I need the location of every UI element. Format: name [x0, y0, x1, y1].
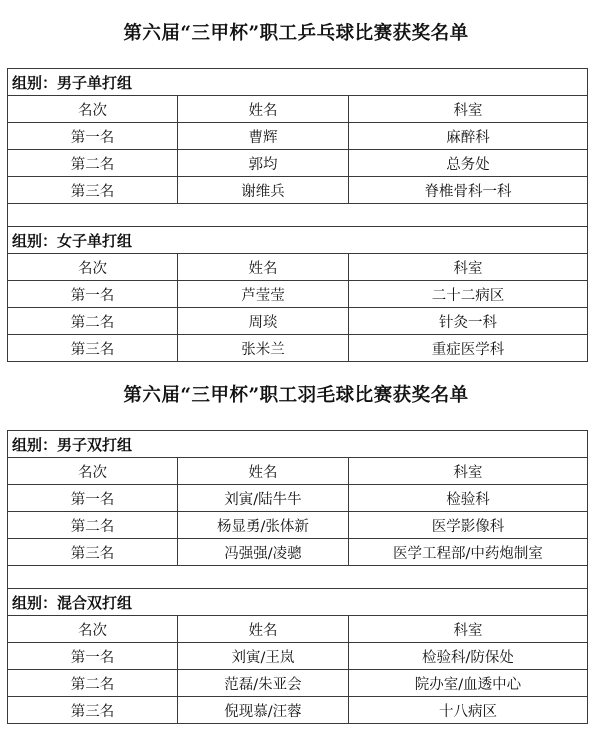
table-row [8, 281, 588, 308]
header-name: 姓名 [178, 616, 349, 643]
group-row-mixed-doubles [8, 589, 588, 616]
header-name: 姓名 [178, 458, 349, 485]
rank-cell: 第三名 [8, 177, 178, 204]
name-cell: 刘寅/陆牛牛 [178, 485, 349, 512]
name-cell: 周琰 [178, 308, 349, 335]
group-row-men-doubles [8, 431, 588, 458]
rank-cell: 第一名 [8, 281, 178, 308]
group-label: 组别：男子单打组 [8, 69, 588, 96]
header-name: 姓名 [178, 96, 349, 123]
group-row-women-singles [8, 227, 588, 254]
group-row-men-singles [8, 69, 588, 96]
badminton-title: 第六届“三甲杯”职工羽毛球比赛获奖名单 [123, 385, 469, 406]
name-cell: 刘寅/王岚 [178, 643, 349, 670]
dept-cell: 院办室/血透中心 [349, 670, 588, 697]
dept-cell: 检验科 [349, 485, 588, 512]
header-rank: 名次 [8, 458, 178, 485]
spacer-row [8, 566, 588, 589]
header-dept: 科室 [349, 254, 588, 281]
dept-cell: 脊椎骨科一科 [349, 177, 588, 204]
header-row [8, 254, 588, 281]
name-cell: 冯强强/凌骢 [178, 539, 349, 566]
name-cell: 芦莹莹 [178, 281, 349, 308]
rank-cell: 第二名 [8, 670, 178, 697]
header-dept: 科室 [349, 616, 588, 643]
table-row [8, 643, 588, 670]
spacer-cell [8, 566, 588, 589]
header-row [8, 616, 588, 643]
name-cell: 曹辉 [178, 123, 349, 150]
header-rank: 名次 [8, 96, 178, 123]
header-row [8, 96, 588, 123]
table-row [8, 308, 588, 335]
name-cell: 谢维兵 [178, 177, 349, 204]
group-label: 组别：女子单打组 [8, 227, 588, 254]
rank-cell: 第二名 [8, 308, 178, 335]
dept-cell: 十八病区 [349, 697, 588, 724]
dept-cell: 医学影像科 [349, 512, 588, 539]
name-cell: 郭均 [178, 150, 349, 177]
rank-cell: 第三名 [8, 335, 178, 362]
table-tennis-title: 第六届“三甲杯”职工乒乓球比赛获奖名单 [123, 23, 469, 44]
table-row [8, 697, 588, 724]
badminton-sheet [7, 430, 588, 724]
table-row [8, 177, 588, 204]
table-row [8, 512, 588, 539]
header-dept: 科室 [349, 458, 588, 485]
name-cell: 张米兰 [178, 335, 349, 362]
rank-cell: 第一名 [8, 123, 178, 150]
dept-cell: 检验科/防保处 [349, 643, 588, 670]
dept-cell: 针灸一科 [349, 308, 588, 335]
header-dept: 科室 [349, 96, 588, 123]
group-label: 组别：男子双打组 [8, 431, 588, 458]
table-row [8, 335, 588, 362]
name-cell: 杨显勇/张体新 [178, 512, 349, 539]
name-cell: 范磊/朱亚会 [178, 670, 349, 697]
rank-cell: 第二名 [8, 512, 178, 539]
header-name: 姓名 [178, 254, 349, 281]
dept-cell: 医学工程部/中药炮制室 [349, 539, 588, 566]
rank-cell: 第三名 [8, 697, 178, 724]
table-row [8, 485, 588, 512]
dept-cell: 总务处 [349, 150, 588, 177]
table-row [8, 123, 588, 150]
header-rank: 名次 [8, 616, 178, 643]
table-row [8, 150, 588, 177]
name-cell: 倪现慕/汪蓉 [178, 697, 349, 724]
rank-cell: 第一名 [8, 485, 178, 512]
rank-cell: 第二名 [8, 150, 178, 177]
group-label: 组别：混合双打组 [8, 589, 588, 616]
dept-cell: 二十二病区 [349, 281, 588, 308]
spacer-cell [8, 204, 588, 227]
rank-cell: 第一名 [8, 643, 178, 670]
spacer-row [8, 204, 588, 227]
table-tennis-sheet [7, 68, 588, 362]
header-rank: 名次 [8, 254, 178, 281]
table-row [8, 670, 588, 697]
rank-cell: 第三名 [8, 539, 178, 566]
dept-cell: 重症医学科 [349, 335, 588, 362]
dept-cell: 麻醉科 [349, 123, 588, 150]
header-row [8, 458, 588, 485]
table-row [8, 539, 588, 566]
